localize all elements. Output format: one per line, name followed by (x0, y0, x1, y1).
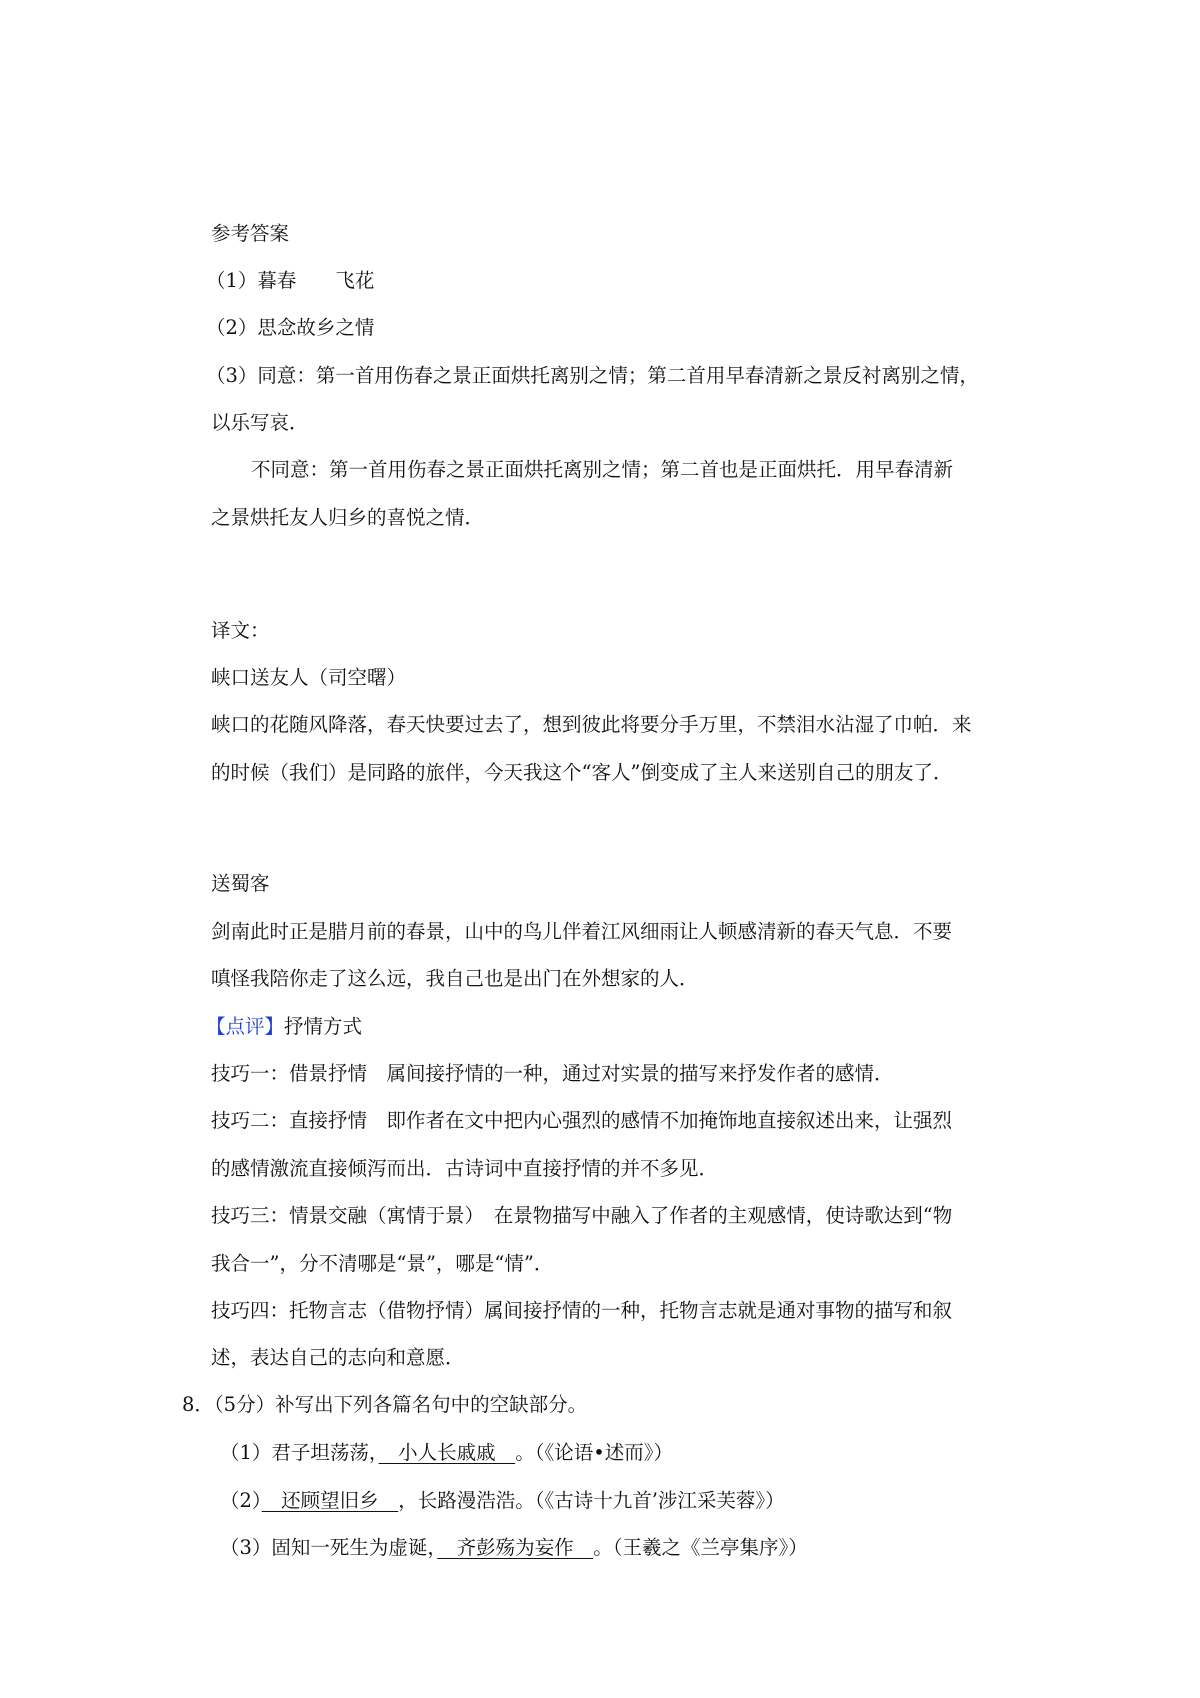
answer-item-1: （1）暮春 飞花 (206, 269, 375, 292)
item-1-source: 。（《论语•述而》） (515, 1441, 673, 1464)
translation-heading: 译文： (211, 619, 270, 642)
poem1-translation-line-1: 峡口的花随风降落，春天快要过去了，想到彼此将要分手万里，不禁泪水沾湿了巾帕．来 (211, 713, 972, 736)
poem1-title: 峡口送友人（司空曙） (211, 666, 407, 689)
item-3-blank: 齐彭殇为妄作 (437, 1536, 594, 1559)
item-2-text: （2） (220, 1489, 262, 1512)
item-3-text: （3）固知一死生为虚诞， (220, 1536, 438, 1559)
tip-1: 技巧一：借景抒情 属间接抒情的一种，通过对实景的描写来抒发作者的感情． (211, 1062, 894, 1085)
item-3-source: 。（王羲之《兰亭集序》） (593, 1536, 808, 1559)
question-8-item-3 (220, 1535, 808, 1561)
comment-tag: 【点评】 (206, 1015, 285, 1038)
answer-heading: 参考答案 (211, 222, 290, 245)
tip-4-line-1: 技巧四：托物言志（借物抒情）属间接抒情的一种，托物言志就是通对事物的描写和叙 (211, 1299, 953, 1322)
tip-2-line-1: 技巧二：直接抒情 即作者在文中把内心强烈的感情不加掩饰地直接叙述出来，让强烈 (211, 1109, 953, 1132)
poem1-translation-line-2: 的时候（我们）是同路的旅伴，今天我这个“客人”倒变成了主人来送别自己的朋友了． (211, 761, 953, 784)
comment-heading (206, 1014, 362, 1040)
item-1-blank: 小人长戚戚 (378, 1441, 516, 1464)
tip-4-line-2: 述，表达自己的志向和意愿． (211, 1346, 465, 1369)
question-8-item-1 (220, 1440, 673, 1466)
answer-item-3-line-3: 不同意：第一首用伤春之景正面烘托离别之情；第二首也是正面烘托．用早春清新 (251, 458, 954, 481)
answer-item-3-line-4: 之景烘托友人归乡的喜悦之情． (211, 506, 485, 529)
answer-item-2: （2）思念故乡之情 (206, 316, 375, 339)
question-8-item-2 (220, 1488, 785, 1514)
item-2-blank: 还顾望旧乡 (261, 1489, 399, 1512)
tip-3-line-1: 技巧三：情景交融（寓情于景） 在景物描写中融入了作者的主观感情，使诗歌达到“物 (211, 1204, 953, 1227)
comment-title: 抒情方式 (284, 1015, 363, 1038)
poem2-translation-line-2: 嗔怪我陪你走了这么远，我自己也是出门在外想家的人． (211, 967, 699, 990)
poem2-translation-line-1: 剑南此时正是腊月前的春景，山中的鸟儿伴着江风细雨让人顿感清新的春天气息．不要 (211, 920, 953, 943)
item-2-source: ，长路漫浩浩。（《古诗十九首’涉江采芙蓉》） (398, 1489, 785, 1512)
poem2-title: 送蜀客 (211, 872, 270, 895)
item-1-text: （1）君子坦荡荡， (220, 1441, 379, 1464)
tip-3-line-2: 我合一”，分不清哪是“景”，哪是“情”． (211, 1252, 554, 1275)
answer-item-3-line-1: （3）同意：第一首用伤春之景正面烘托离别之情；第二首用早春清新之景反衬离别之情， (206, 364, 979, 387)
answer-item-3-line-2: 以乐写哀． (211, 411, 309, 434)
question-8-stem: 8．（5分）补写出下列各篇名句中的空缺部分。 (182, 1393, 588, 1416)
tip-2-line-2: 的感情激流直接倾泻而出．古诗词中直接抒情的并不多见． (211, 1157, 719, 1180)
